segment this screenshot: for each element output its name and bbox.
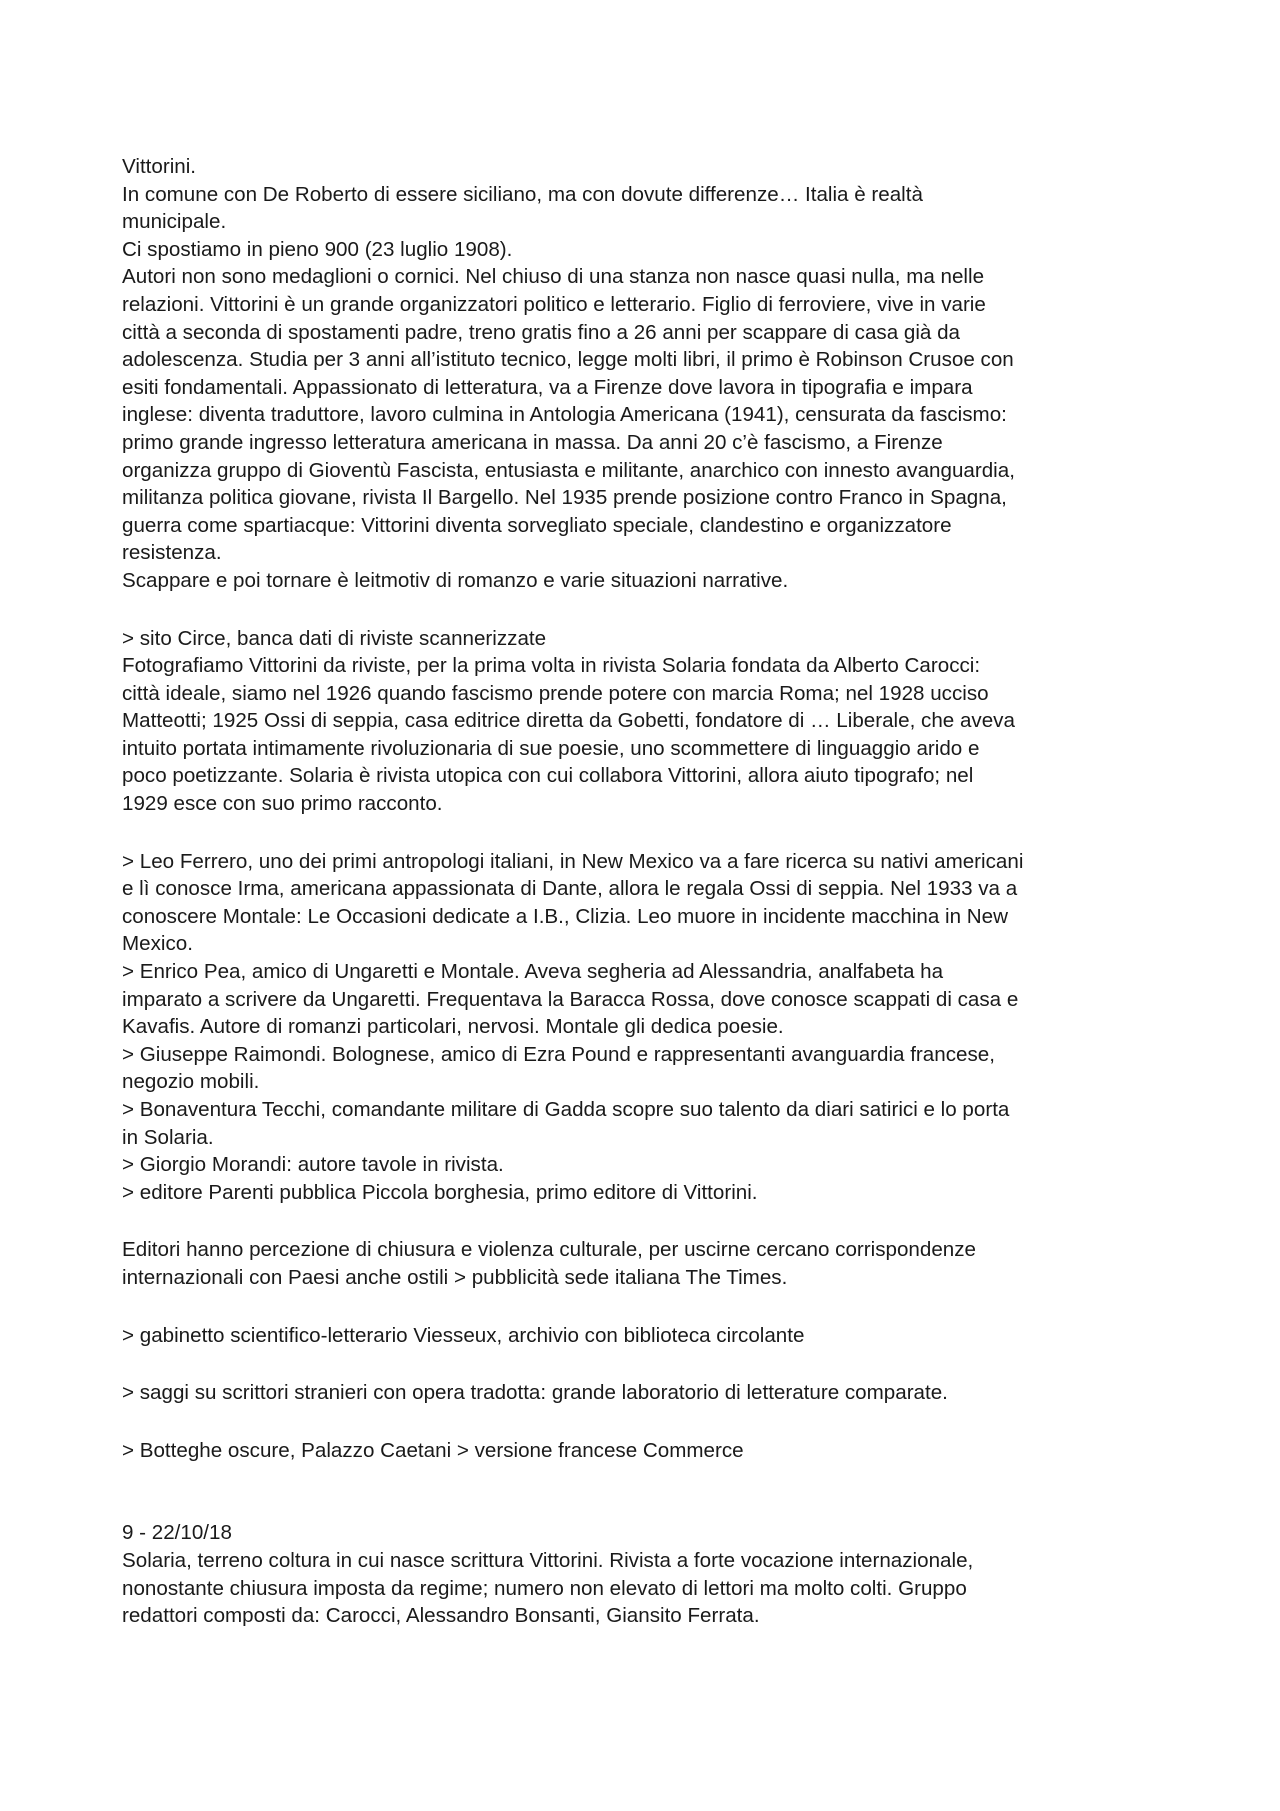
paragraph (122, 1236, 1182, 1291)
text-line: Editori hanno percezione di chiusura e violenza culturale, per uscirne cercano corrispondenze (122, 1238, 976, 1262)
paragraph (122, 1437, 1182, 1465)
text-line: inglese: diventa traduttore, lavoro culmina in Antologia Americana (1941), censurata da fascismo: (122, 403, 1007, 427)
text-line: militanza politica giovane, rivista Il Bargello. Nel 1935 prende posizione contro Franco in Spagna, (122, 486, 1007, 510)
text-line: città a seconda di spostamenti padre, treno gratis fino a 26 anni per scappare di casa già da (122, 320, 960, 344)
text-line: relazioni. Vittorini è un grande organizzatori politico e letterario. Figlio di ferroviere, vive in varie (122, 292, 986, 316)
text-line: redattori composti da: Carocci, Alessandro Bonsanti, Giansito Ferrata. (122, 1604, 760, 1628)
text-line: municipale. (122, 210, 227, 234)
text-line: poco poetizzante. Solaria è rivista utopica con cui collabora Vittorini, allora aiuto tipografo; nel (122, 764, 974, 788)
text-line: organizza gruppo di Gioventù Fascista, entusiasta e militante, anarchico con innesto avanguardia, (122, 458, 1015, 482)
text-line: intuito portata intimamente rivoluzionaria di sue poesie, uno scommettere di linguaggio arido e (122, 736, 980, 760)
paragraph (122, 1519, 1182, 1629)
text-line: negozio mobili. (122, 1070, 260, 1094)
text-line: guerra come spartiacque: Vittorini diventa sorvegliato speciale, clandestino e organizzatore (122, 513, 952, 537)
text-line: città ideale, siamo nel 1926 quando fascismo prende potere con marcia Roma; nel 1928 ucciso (122, 681, 989, 705)
text-line: Ci spostiamo in pieno 900 (23 luglio 1908). (122, 237, 513, 261)
text-line: Scappare e poi tornare è leitmotiv di romanzo e varie situazioni narrative. (122, 568, 789, 592)
document-page (122, 153, 1182, 1630)
text-line: Fotografiamo Vittorini da riviste, per la prima volta in rivista Solaria fondata da Alberto Carocci: (122, 654, 981, 678)
text-line: Autori non sono medaglioni o cornici. Nel chiuso di una stanza non nasce quasi nulla, ma nelle (122, 265, 985, 289)
text-line: > Giorgio Morandi: autore tavole in rivista. (122, 1153, 504, 1177)
paragraph-spacer (122, 1206, 1182, 1236)
paragraph (122, 625, 1182, 818)
text-line: > sito Circe, banca dati di riviste scannerizzate (122, 626, 547, 650)
text-line: conoscere Montale: Le Occasioni dedicate a I.B., Clizia. Leo muore in incidente macchina in New (122, 904, 1008, 928)
text-line: > saggi su scrittori stranieri con opera tradotta: grande laboratorio di letterature comparate. (122, 1381, 948, 1405)
text-line: primo grande ingresso letteratura americana in massa. Da anni 20 c’è fascismo, a Firenze (122, 430, 943, 454)
paragraph (122, 153, 1182, 595)
paragraph (122, 848, 1182, 1207)
text-line: imparato a scrivere da Ungaretti. Frequentava la Baracca Rossa, dove conosce scappati di casa e (122, 987, 1019, 1011)
text-line: > Bonaventura Tecchi, comandante militare di Gadda scopre suo talento da diari satirici e lo porta (122, 1098, 1010, 1121)
text-line: adolescenza. Studia per 3 anni all’istituto tecnico, legge molti libri, il primo è Robinson Crusoe con (122, 348, 1014, 372)
text-line: Vittorini. (122, 155, 197, 178)
text-line: In comune con De Roberto di essere siciliano, ma con dovute differenze… Italia è realtà (122, 182, 923, 206)
text-line: > Botteghe oscure, Palazzo Caetani > versione francese Commerce (122, 1438, 744, 1462)
text-line: e lì conosce Irma, americana appassionata di Dante, allora le regala Ossi di seppia. Nel 1933 va a (122, 877, 1018, 901)
text-line: Kavafis. Autore di romanzi particolari, nervosi. Montale gli dedica poesie. (122, 1015, 784, 1039)
text-line: > editore Parenti pubblica Piccola borghesia, primo editore di Vittorini. (122, 1180, 758, 1204)
paragraph-spacer (122, 1292, 1182, 1322)
text-line: > gabinetto scientifico-letterario Viesseux, archivio con biblioteca circolante (122, 1323, 805, 1347)
paragraph-spacer (122, 595, 1182, 625)
paragraph (122, 1322, 1182, 1350)
text-line: 1929 esce con suo primo racconto. (122, 792, 443, 816)
text-line: > Giuseppe Raimondi. Bolognese, amico di Ezra Pound e rappresentanti avanguardia francese, (122, 1042, 995, 1066)
text-line: esiti fondamentali. Appassionato di letteratura, va a Firenze dove lavora in tipografia e impara (122, 375, 973, 399)
text-line: > Enrico Pea, amico di Ungaretti e Montale. Aveva segheria ad Alessandria, analfabeta ha (122, 960, 944, 984)
text-line: Matteotti; 1925 Ossi di seppia, casa editrice diretta da Gobetti, fondatore di … Liberale, che aveva (122, 709, 1015, 733)
text-line: 9 - 22/10/18 (122, 1521, 232, 1545)
paragraph-spacer (122, 818, 1182, 848)
text-line: internazionali con Paesi anche ostili > pubblicità sede italiana The Times. (122, 1265, 788, 1289)
paragraph-spacer (122, 1349, 1182, 1379)
text-line: resistenza. (122, 541, 222, 565)
text-line: Solaria, terreno coltura in cui nasce scrittura Vittorini. Rivista a forte vocazione internazionale, (122, 1548, 974, 1572)
text-line: in Solaria. (122, 1125, 214, 1149)
paragraph-spacer (122, 1407, 1182, 1437)
paragraph (122, 1379, 1182, 1407)
text-line: > Leo Ferrero, uno dei primi antropologi italiani, in New Mexico va a fare ricerca su nativi americani (122, 849, 1024, 873)
text-line: nonostante chiusura imposta da regime; numero non elevato di lettori ma molto colti. Gruppo (122, 1576, 967, 1600)
paragraph-spacer (122, 1464, 1182, 1519)
text-line: Mexico. (122, 932, 193, 956)
